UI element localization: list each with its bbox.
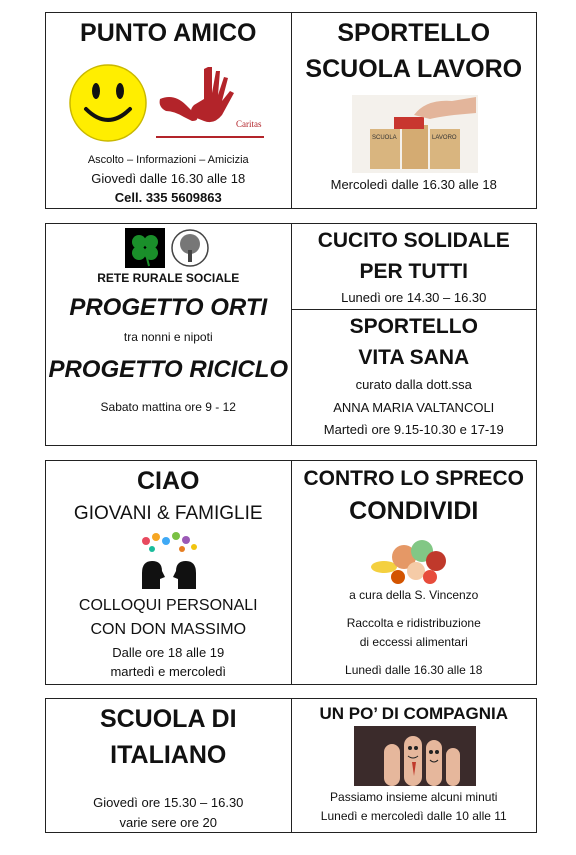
colloqui-line1: COLLOQUI PERSONALI <box>78 597 258 614</box>
rete-rurale-subtitle: RETE RURALE SOCIALE <box>97 271 240 285</box>
cucito-title1: CUCITO SOLIDALE <box>317 229 510 252</box>
punto-amico-schedule: Giovedì dalle 16.30 alle 18 <box>91 171 246 186</box>
blocks-image <box>352 95 478 173</box>
scuola-lavoro-title2: SCUOLA LAVORO <box>305 55 523 83</box>
compagnia-title: UN PO’ DI COMPAGNIA <box>319 704 509 723</box>
vita-sana-schedule: Martedì ore 9.15-10.30 e 17-19 <box>323 422 504 437</box>
progetto-orti-schedule: Sabato mattina ore 9 - 12 <box>100 400 236 414</box>
italiano-title2: ITALIANO <box>110 741 227 769</box>
clover-icon <box>125 228 165 268</box>
cell-scuola-italiano <box>46 699 292 832</box>
caritas-hands-logo <box>150 59 270 143</box>
ciao-schedule-time: Dalle ore 18 alle 19 <box>112 645 225 660</box>
scuola-lavoro-title1: SPORTELLO <box>337 19 491 47</box>
punto-amico-title: PUNTO AMICO <box>80 19 257 47</box>
divider <box>292 309 537 310</box>
vita-sana-line1: curato dalla dott.ssa <box>355 377 472 392</box>
italiano-line1: Giovedì ore 15.30 – 16.30 <box>93 795 244 810</box>
vita-sana-title1: SPORTELLO <box>349 315 478 338</box>
scuola-lavoro-schedule: Mercoledì dalle 16.30 alle 18 <box>330 177 497 192</box>
compagnia-schedule: Lunedì e mercoledì dalle 10 alle 11 <box>320 809 507 823</box>
progetto-orti-title: PROGETTO ORTI <box>69 294 268 321</box>
box-ciao-condividi <box>45 460 537 685</box>
smiley-icon <box>68 63 148 143</box>
vita-sana-doctor: ANNA MARIA VALTANCOLI <box>333 400 495 415</box>
food-image <box>370 531 454 587</box>
condividi-schedule: Lunedì dalle 16.30 alle 18 <box>345 663 483 677</box>
cucito-schedule: Lunedì ore 14.30 – 16.30 <box>341 290 487 305</box>
compagnia-line1: Passiamo insieme alcuni minuti <box>330 790 498 804</box>
cell-ciao-giovani <box>46 461 292 684</box>
ciao-schedule-days: martedì e mercoledì <box>110 664 227 679</box>
caritas-logo-text: Caritas <box>236 119 262 129</box>
colloqui-line2: CON DON MASSIMO <box>90 621 247 638</box>
finger-faces-image <box>354 726 476 786</box>
speech-heads-icon <box>138 531 200 591</box>
cell-punto-amico <box>46 13 292 208</box>
cell-condividi <box>292 461 537 684</box>
italiano-line2: varie sere ore 20 <box>119 815 218 830</box>
block-text-lavoro: LAVORO <box>431 135 457 141</box>
progetto-orti-subtitle: tra nonni e nipoti <box>123 330 213 344</box>
ciao-title: CIAO <box>137 467 200 495</box>
italiano-title1: SCUOLA DI <box>99 705 237 733</box>
block-text-scuola: SCUOLA <box>371 135 397 141</box>
condividi-line2: Raccolta e ridistribuzione <box>346 616 481 630</box>
giovani-famiglie-title: GIOVANI & FAMIGLIE <box>73 503 263 524</box>
cell-sportello-scuola-lavoro <box>292 13 537 208</box>
cell-compagnia <box>292 699 537 832</box>
spreco-title: CONTRO LO SPRECO <box>303 467 524 490</box>
tree-icon <box>170 228 210 268</box>
vita-sana-title2: VITA SANA <box>358 346 470 369</box>
cucito-title2: PER TUTTI <box>359 260 468 283</box>
punto-amico-line1: Ascolto – Informazioni – Amicizia <box>87 154 249 166</box>
condividi-line3: di eccessi alimentari <box>359 635 468 649</box>
box-punto-amico-scuola-lavoro <box>45 12 537 209</box>
cell-right-stack <box>292 224 537 445</box>
cell-progetto-orti <box>46 224 292 445</box>
condividi-title: CONDIVIDI <box>349 497 479 525</box>
progetto-riciclo-title: PROGETTO RICICLO <box>48 356 289 383</box>
condividi-line1: a cura della S. Vincenzo <box>349 588 479 602</box>
punto-amico-phone: Cell. 335 5609863 <box>114 190 222 205</box>
box-orti-cucito-vita-sana <box>45 223 537 446</box>
box-italiano-compagnia <box>45 698 537 833</box>
